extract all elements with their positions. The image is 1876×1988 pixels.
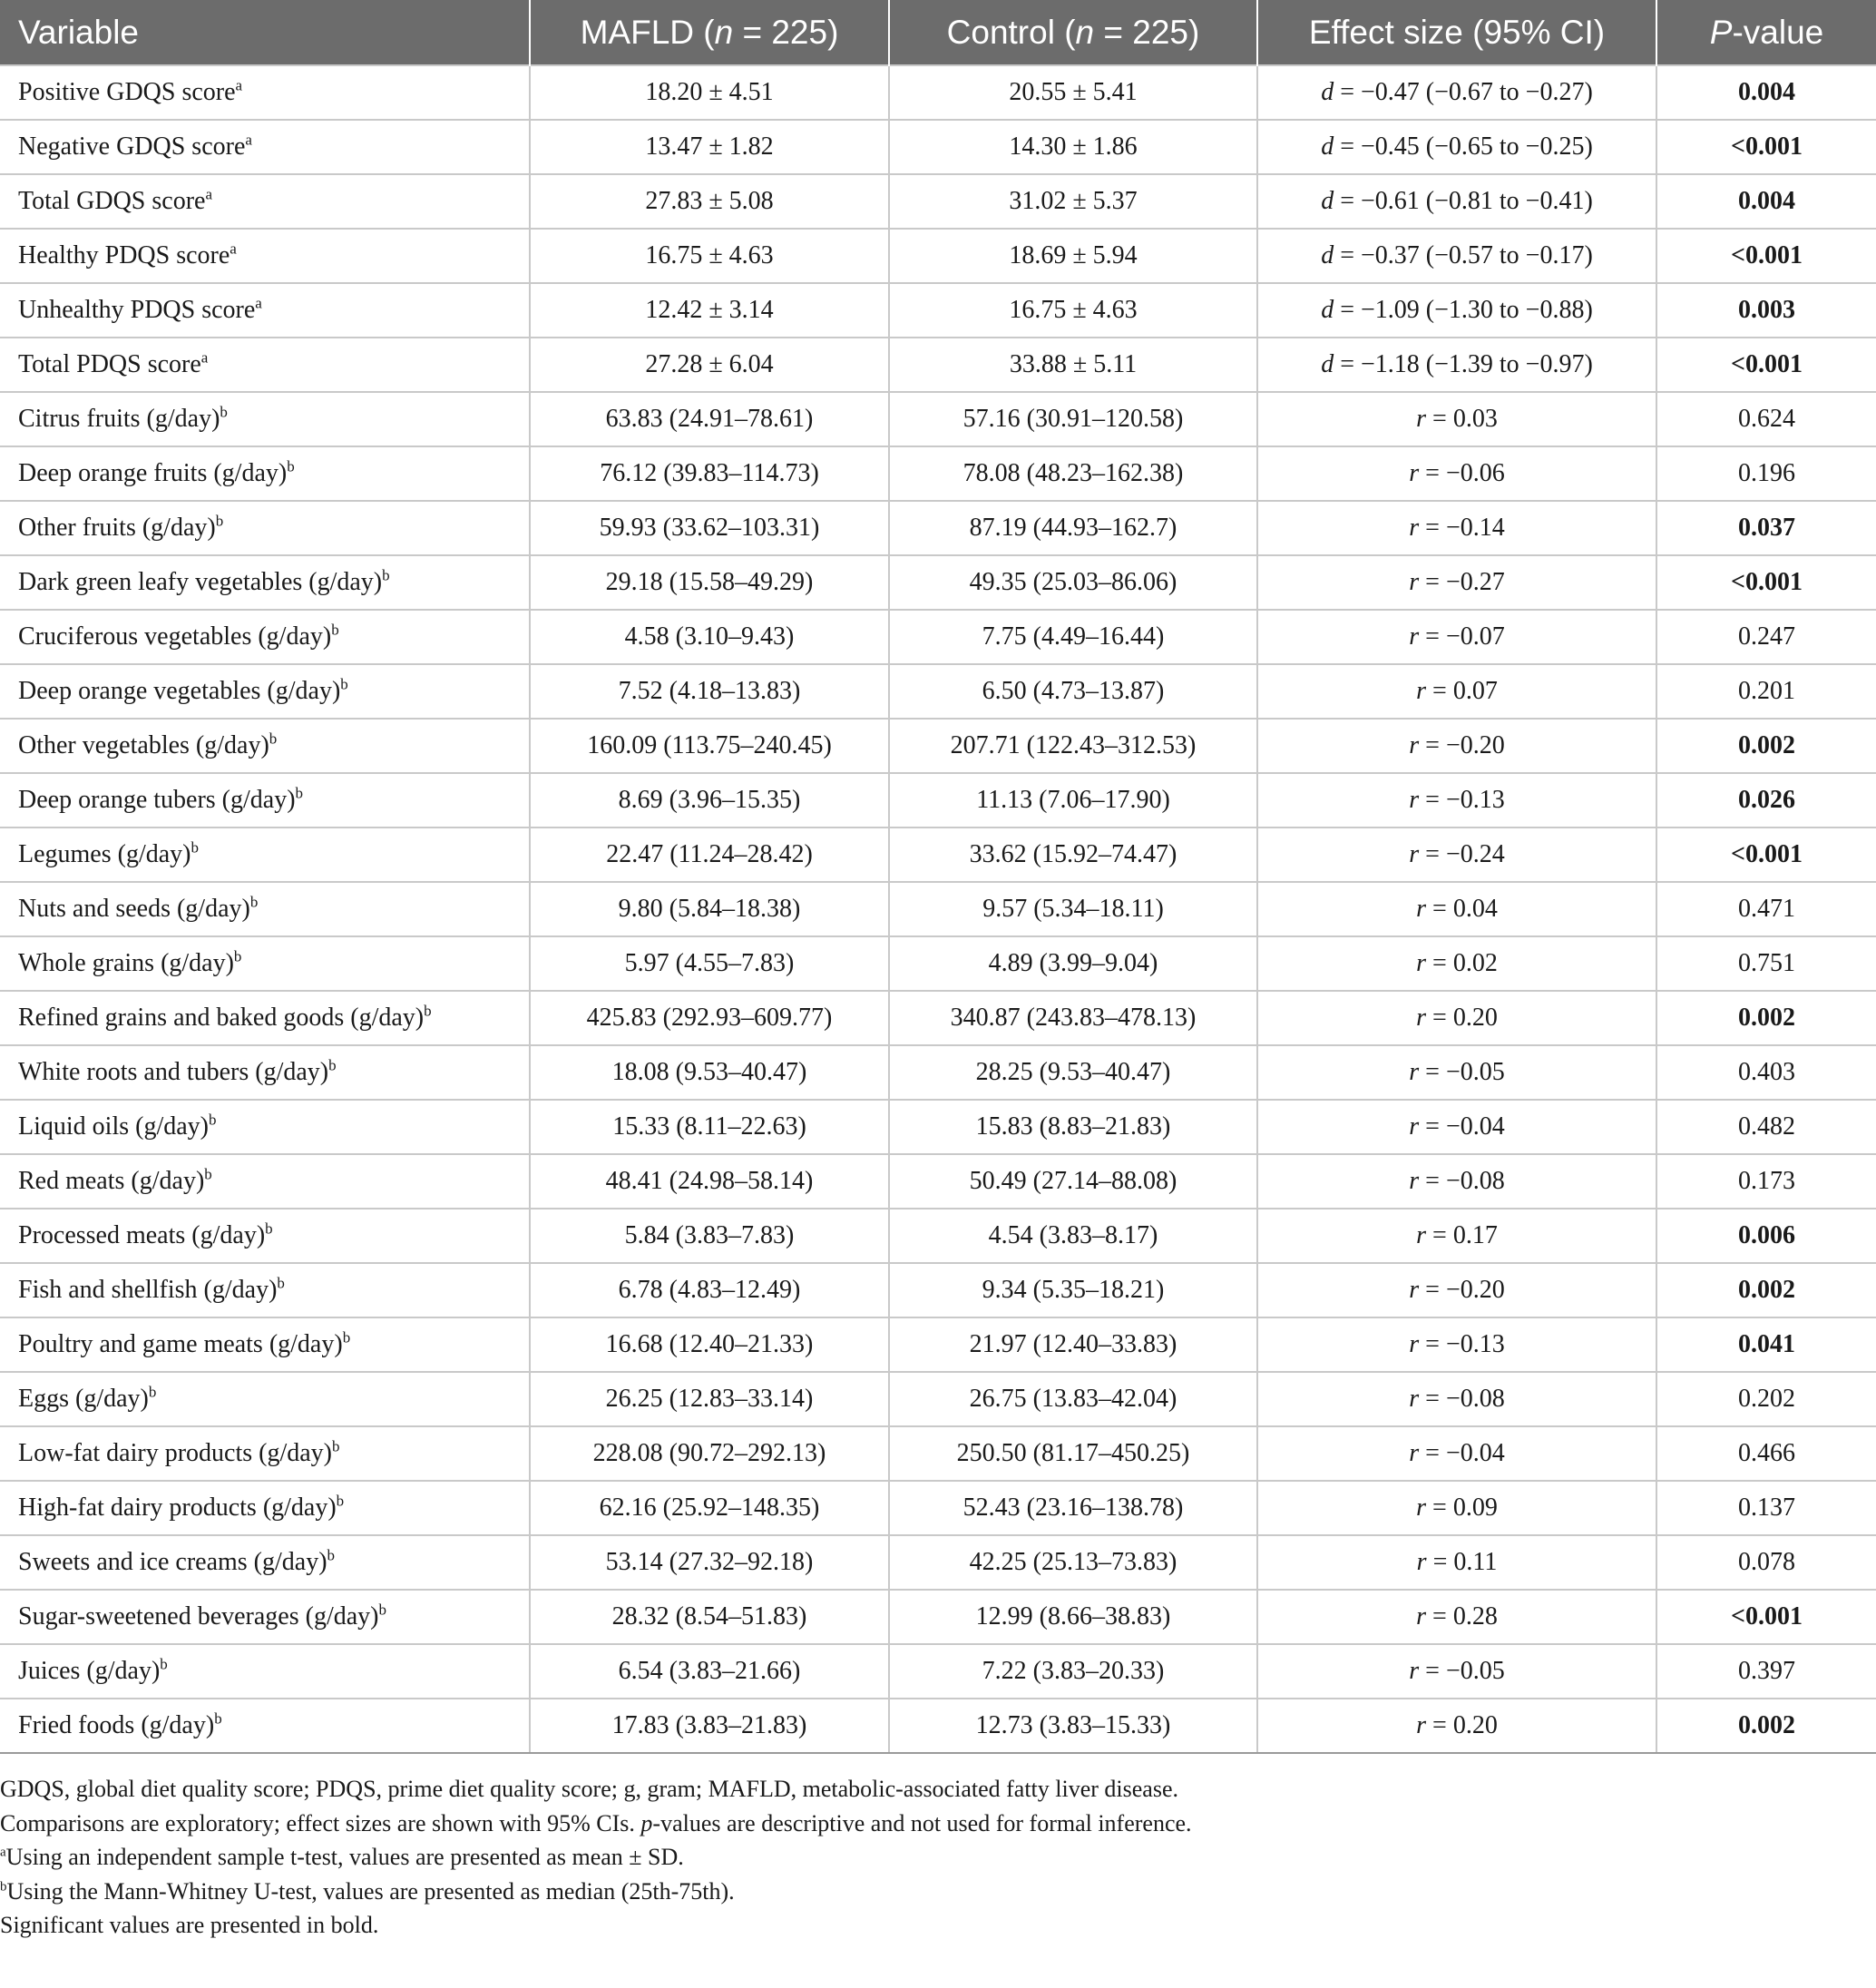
header-mafld: MAFLD (n = 225) [530, 0, 889, 65]
cell-control: 9.57 (5.34–18.11) [889, 882, 1257, 936]
cell-p-value: 0.002 [1656, 1263, 1876, 1317]
table-row [0, 1209, 1876, 1263]
table-row [0, 610, 1876, 664]
table-row [0, 1100, 1876, 1154]
table-row [0, 1372, 1876, 1426]
cell-effect-size: r = −0.05 [1257, 1045, 1656, 1100]
cell-effect-size: r = −0.06 [1257, 446, 1656, 501]
cell-variable: Positive GDQS score$^a$ [0, 65, 530, 120]
cell-control: 87.19 (44.93–162.7) [889, 501, 1257, 555]
cell-control: 57.16 (30.91–120.58) [889, 392, 1257, 446]
cell-p-value: 0.751 [1656, 936, 1876, 991]
cell-control: 21.97 (12.40–33.83) [889, 1317, 1257, 1372]
cell-p-value: 0.137 [1656, 1481, 1876, 1535]
cell-mafld: 62.16 (25.92–148.35) [530, 1481, 889, 1535]
cell-mafld: 28.32 (8.54–51.83) [530, 1590, 889, 1644]
table-row [0, 501, 1876, 555]
table-row [0, 664, 1876, 719]
table-row [0, 773, 1876, 828]
footnote-abbreviations: GDQS, global diet quality score; PDQS, prime diet quality score; g, gram; MAFLD, metabolic-associated fatty liver disease. [0, 1776, 1178, 1802]
table-row [0, 446, 1876, 501]
table-row [0, 1590, 1876, 1644]
cell-variable: Nuts and seeds $(g/day)^b$ [0, 882, 530, 936]
cell-mafld: 27.83 ± 5.08 [530, 174, 889, 229]
footnote-bold: Significant values are presented in bold. [0, 1912, 379, 1938]
cell-variable: Eggs $(g/day)^b$ [0, 1372, 530, 1426]
cell-control: 33.88 ± 5.11 [889, 338, 1257, 392]
cell-variable: Sweets and ice creams $(g/day)^b$ [0, 1535, 530, 1590]
cell-p-value: 0.004 [1656, 65, 1876, 120]
cell-effect-size: d = −0.45 (−0.65 to −0.25) [1257, 120, 1656, 174]
cell-p-value: <0.001 [1656, 828, 1876, 882]
cell-variable: Sugar-sweetened beverages $(g/day)^b$ [0, 1590, 530, 1644]
cell-variable: Dark green leafy vegetables $(g/day)^b$ [0, 555, 530, 610]
cell-effect-size: r = 0.11 [1257, 1535, 1656, 1590]
cell-control: 4.89 (3.99–9.04) [889, 936, 1257, 991]
cell-mafld: 12.42 ± 3.14 [530, 283, 889, 338]
cell-variable: Fried foods $(g/day)^b$ [0, 1699, 530, 1753]
cell-variable: Processed meats $(g/day)^b$ [0, 1209, 530, 1263]
table-row [0, 555, 1876, 610]
cell-p-value: <0.001 [1656, 338, 1876, 392]
cell-mafld: 160.09 (113.75–240.45) [530, 719, 889, 773]
cell-variable: Liquid oils $(g/day)^b$ [0, 1100, 530, 1154]
cell-p-value: 0.201 [1656, 664, 1876, 719]
header-row [0, 0, 1876, 65]
cell-mafld: 16.75 ± 4.63 [530, 229, 889, 283]
cell-control: 78.08 (48.23–162.38) [889, 446, 1257, 501]
cell-p-value: 0.482 [1656, 1100, 1876, 1154]
cell-effect-size: d = −1.18 (−1.39 to −0.97) [1257, 338, 1656, 392]
table-row [0, 65, 1876, 120]
table-row [0, 1481, 1876, 1535]
table-row [0, 392, 1876, 446]
cell-effect-size: r = 0.04 [1257, 882, 1656, 936]
cell-p-value: 0.397 [1656, 1644, 1876, 1699]
cell-p-value: 0.173 [1656, 1154, 1876, 1209]
cell-effect-size: r = −0.20 [1257, 1263, 1656, 1317]
cell-variable: Other vegetables $(g/day)^b$ [0, 719, 530, 773]
table-row [0, 991, 1876, 1045]
cell-p-value: 0.002 [1656, 719, 1876, 773]
cell-p-value: <0.001 [1656, 120, 1876, 174]
table-row [0, 283, 1876, 338]
table-header [0, 0, 1876, 65]
cell-variable: Citrus fruits $(g/day)^b$ [0, 392, 530, 446]
cell-control: 7.75 (4.49–16.44) [889, 610, 1257, 664]
footnote-b: $^b$Using the Mann-Whitney U-test, values are presented as median (25th-75th). [0, 1877, 735, 1905]
cell-p-value: 0.006 [1656, 1209, 1876, 1263]
cell-variable: Red meats $(g/day)^b$ [0, 1154, 530, 1209]
cell-effect-size: r = −0.05 [1257, 1644, 1656, 1699]
cell-p-value: 0.037 [1656, 501, 1876, 555]
cell-mafld: 6.78 (4.83–12.49) [530, 1263, 889, 1317]
cell-p-value: 0.466 [1656, 1426, 1876, 1481]
cell-control: 15.83 (8.83–21.83) [889, 1100, 1257, 1154]
cell-p-value: 0.247 [1656, 610, 1876, 664]
cell-p-value: 0.078 [1656, 1535, 1876, 1590]
table-row [0, 338, 1876, 392]
cell-mafld: 22.47 (11.24–28.42) [530, 828, 889, 882]
cell-control: 20.55 ± 5.41 [889, 65, 1257, 120]
cell-mafld: 13.47 ± 1.82 [530, 120, 889, 174]
cell-mafld: 16.68 (12.40–21.33) [530, 1317, 889, 1372]
table-row [0, 1263, 1876, 1317]
header-variable: Variable [0, 0, 530, 65]
cell-control: 49.35 (25.03–86.06) [889, 555, 1257, 610]
cell-effect-size: r = −0.07 [1257, 610, 1656, 664]
table-row [0, 1317, 1876, 1372]
cell-control: 7.22 (3.83–20.33) [889, 1644, 1257, 1699]
cell-p-value: <0.001 [1656, 555, 1876, 610]
cell-effect-size: r = 0.28 [1257, 1590, 1656, 1644]
table-row [0, 719, 1876, 773]
cell-control: 16.75 ± 4.63 [889, 283, 1257, 338]
cell-p-value: 0.624 [1656, 392, 1876, 446]
cell-p-value: 0.196 [1656, 446, 1876, 501]
cell-mafld: 76.12 (39.83–114.73) [530, 446, 889, 501]
cell-variable: Total PDQS score$^a$ [0, 338, 530, 392]
cell-control: 31.02 ± 5.37 [889, 174, 1257, 229]
header-p-value: P-value [1656, 0, 1876, 65]
cell-mafld: 6.54 (3.83–21.66) [530, 1644, 889, 1699]
cell-control: 33.62 (15.92–74.47) [889, 828, 1257, 882]
cell-mafld: 5.84 (3.83–7.83) [530, 1209, 889, 1263]
cell-control: 28.25 (9.53–40.47) [889, 1045, 1257, 1100]
cell-effect-size: r = 0.20 [1257, 1699, 1656, 1753]
cell-p-value: 0.471 [1656, 882, 1876, 936]
cell-p-value: 0.041 [1656, 1317, 1876, 1372]
cell-effect-size: r = −0.04 [1257, 1426, 1656, 1481]
cell-p-value: 0.004 [1656, 174, 1876, 229]
table-row [0, 174, 1876, 229]
cell-mafld: 18.08 (9.53–40.47) [530, 1045, 889, 1100]
cell-variable: Poultry and game meats $(g/day)^b$ [0, 1317, 530, 1372]
cell-variable: Fish and shellfish $(g/day)^b$ [0, 1263, 530, 1317]
cell-mafld: 228.08 (90.72–292.13) [530, 1426, 889, 1481]
cell-mafld: 15.33 (8.11–22.63) [530, 1100, 889, 1154]
cell-p-value: 0.202 [1656, 1372, 1876, 1426]
cell-mafld: 27.28 ± 6.04 [530, 338, 889, 392]
cell-effect-size: r = −0.04 [1257, 1100, 1656, 1154]
cell-mafld: 53.14 (27.32–92.18) [530, 1535, 889, 1590]
table-row [0, 1699, 1876, 1753]
cell-p-value: 0.002 [1656, 991, 1876, 1045]
cell-effect-size: r = −0.24 [1257, 828, 1656, 882]
cell-control: 11.13 (7.06–17.90) [889, 773, 1257, 828]
cell-control: 14.30 ± 1.86 [889, 120, 1257, 174]
header-effect-size: Effect size (95% CI) [1257, 0, 1656, 65]
cell-mafld: 48.41 (24.98–58.14) [530, 1154, 889, 1209]
cell-mafld: 17.83 (3.83–21.83) [530, 1699, 889, 1753]
table-row [0, 1045, 1876, 1100]
cell-control: 4.54 (3.83–8.17) [889, 1209, 1257, 1263]
table-footnotes [0, 1754, 1876, 1943]
cell-effect-size: r = −0.08 [1257, 1154, 1656, 1209]
cell-mafld: 7.52 (4.18–13.83) [530, 664, 889, 719]
cell-effect-size: r = 0.17 [1257, 1209, 1656, 1263]
footnote-a: $^a$Using an independent sample t-test, values are presented as mean ± SD. [0, 1844, 684, 1870]
table-row [0, 1535, 1876, 1590]
cell-mafld: 9.80 (5.84–18.38) [530, 882, 889, 936]
cell-variable: Low-fat dairy products $(g/day)^b$ [0, 1426, 530, 1481]
table-body [0, 65, 1876, 1753]
cell-control: 12.73 (3.83–15.33) [889, 1699, 1257, 1753]
cell-variable: Total GDQS score$^a$ [0, 174, 530, 229]
cell-variable: Deep orange vegetables $(g/day)^b$ [0, 664, 530, 719]
cell-effect-size: d = −1.09 (−1.30 to −0.88) [1257, 283, 1656, 338]
table-row [0, 1644, 1876, 1699]
cell-effect-size: r = 0.09 [1257, 1481, 1656, 1535]
cell-mafld: 63.83 (24.91–78.61) [530, 392, 889, 446]
cell-control: 52.43 (23.16–138.78) [889, 1481, 1257, 1535]
cell-control: 207.71 (122.43–312.53) [889, 719, 1257, 773]
cell-control: 340.87 (243.83–478.13) [889, 991, 1257, 1045]
cell-effect-size: r = −0.13 [1257, 1317, 1656, 1372]
cell-variable: Negative GDQS score$^a$ [0, 120, 530, 174]
cell-variable: Cruciferous vegetables $(g/day)^b$ [0, 610, 530, 664]
header-control: Control (n = 225) [889, 0, 1257, 65]
cell-p-value: <0.001 [1656, 229, 1876, 283]
table-row [0, 882, 1876, 936]
cell-variable: Deep orange fruits $(g/day)^b$ [0, 446, 530, 501]
cell-mafld: 8.69 (3.96–15.35) [530, 773, 889, 828]
cell-control: 9.34 (5.35–18.21) [889, 1263, 1257, 1317]
cell-mafld: 29.18 (15.58–49.29) [530, 555, 889, 610]
cell-p-value: 0.003 [1656, 283, 1876, 338]
table-row [0, 229, 1876, 283]
cell-variable: Unhealthy PDQS score$^a$ [0, 283, 530, 338]
cell-effect-size: r = −0.13 [1257, 773, 1656, 828]
cell-effect-size: r = 0.20 [1257, 991, 1656, 1045]
table-row [0, 1426, 1876, 1481]
cell-variable: Juices $(g/day)^b$ [0, 1644, 530, 1699]
cell-variable: Deep orange tubers $(g/day)^b$ [0, 773, 530, 828]
table-row [0, 936, 1876, 991]
cell-p-value: 0.002 [1656, 1699, 1876, 1753]
cell-variable: White roots and tubers $(g/day)^b$ [0, 1045, 530, 1100]
cell-variable: Whole grains $(g/day)^b$ [0, 936, 530, 991]
cell-control: 26.75 (13.83–42.04) [889, 1372, 1257, 1426]
cell-effect-size: r = 0.03 [1257, 392, 1656, 446]
cell-mafld: 425.83 (292.93–609.77) [530, 991, 889, 1045]
table-row [0, 1154, 1876, 1209]
cell-control: 250.50 (81.17–450.25) [889, 1426, 1257, 1481]
cell-p-value: 0.026 [1656, 773, 1876, 828]
cell-effect-size: r = 0.02 [1257, 936, 1656, 991]
footnote-exploratory: Comparisons are exploratory; effect sizes are shown with 95% CIs. p-values are descriptive and not used for formal inference. [0, 1809, 1192, 1836]
cell-effect-size: d = −0.47 (−0.67 to −0.27) [1257, 65, 1656, 120]
cell-effect-size: r = −0.27 [1257, 555, 1656, 610]
cell-variable: Refined grains and baked goods $(g/day)^b$ [0, 991, 530, 1045]
table-row [0, 828, 1876, 882]
cell-mafld: 5.97 (4.55–7.83) [530, 936, 889, 991]
cell-effect-size: r = −0.14 [1257, 501, 1656, 555]
cell-mafld: 4.58 (3.10–9.43) [530, 610, 889, 664]
cell-control: 50.49 (27.14–88.08) [889, 1154, 1257, 1209]
cell-control: 12.99 (8.66–38.83) [889, 1590, 1257, 1644]
cell-mafld: 18.20 ± 4.51 [530, 65, 889, 120]
cell-p-value: 0.403 [1656, 1045, 1876, 1100]
cell-variable: Legumes $(g/day)^b$ [0, 828, 530, 882]
cell-effect-size: r = 0.07 [1257, 664, 1656, 719]
cell-variable: Healthy PDQS score$^a$ [0, 229, 530, 283]
cell-effect-size: d = −0.61 (−0.81 to −0.41) [1257, 174, 1656, 229]
cell-effect-size: r = −0.08 [1257, 1372, 1656, 1426]
cell-effect-size: r = −0.20 [1257, 719, 1656, 773]
table-row [0, 120, 1876, 174]
cell-variable: High-fat dairy products $(g/day)^b$ [0, 1481, 530, 1535]
cell-variable: Other fruits $(g/day)^b$ [0, 501, 530, 555]
cell-mafld: 26.25 (12.83–33.14) [530, 1372, 889, 1426]
cell-p-value: <0.001 [1656, 1590, 1876, 1644]
cell-control: 18.69 ± 5.94 [889, 229, 1257, 283]
cell-mafld: 59.93 (33.62–103.31) [530, 501, 889, 555]
cell-effect-size: d = −0.37 (−0.57 to −0.17) [1257, 229, 1656, 283]
cell-control: 6.50 (4.73–13.87) [889, 664, 1257, 719]
cell-control: 42.25 (25.13–73.83) [889, 1535, 1257, 1590]
